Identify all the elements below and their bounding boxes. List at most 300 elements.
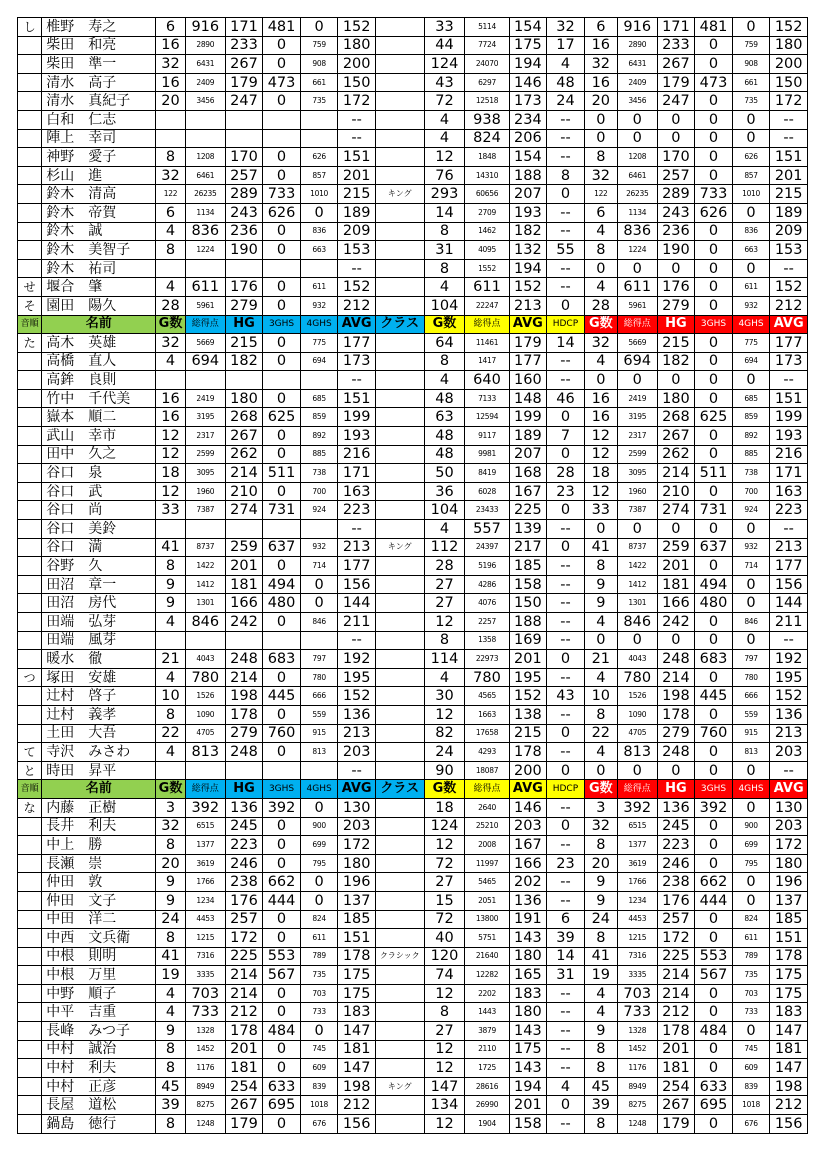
stat-cell: 10 xyxy=(156,687,186,706)
class-cell xyxy=(375,148,424,167)
stat-cell: 175 xyxy=(338,984,376,1003)
stat-cell: 151 xyxy=(770,929,808,948)
stat-cell: 0 xyxy=(617,110,657,129)
header-cell: クラス xyxy=(375,315,424,334)
player-name: 鈴木 祐司 xyxy=(42,259,156,278)
header-cell: 4GHS xyxy=(732,780,770,799)
stat-cell: 44 xyxy=(424,36,465,55)
stat-cell: 183 xyxy=(338,1003,376,1022)
stat-cell: 4565 xyxy=(465,687,509,706)
stat-cell: 625 xyxy=(263,408,301,427)
stat-cell: 511 xyxy=(263,464,301,483)
stat-cell: 0 xyxy=(732,873,770,892)
stat-cell: 8949 xyxy=(185,1077,225,1096)
stat-cell: 1248 xyxy=(617,1115,657,1134)
table-row xyxy=(18,575,808,594)
stat-cell: 104 xyxy=(424,296,465,315)
table-row xyxy=(18,222,808,241)
stat-cell: -- xyxy=(547,575,585,594)
stat-cell: 637 xyxy=(695,538,733,557)
stat-cell: 207 xyxy=(509,445,547,464)
stat-cell: 72 xyxy=(424,854,465,873)
stat-cell xyxy=(156,520,186,539)
stat-cell: 180 xyxy=(657,389,695,408)
stat-cell: 0 xyxy=(263,929,301,948)
stat-cell: 213 xyxy=(338,724,376,743)
stat-cell: 214 xyxy=(657,966,695,985)
class-cell xyxy=(375,464,424,483)
stat-cell: 0 xyxy=(695,36,733,55)
stat-cell: 279 xyxy=(657,724,695,743)
stat-cell: -- xyxy=(338,631,376,650)
stat-cell: -- xyxy=(338,371,376,390)
player-name: 白和 仁志 xyxy=(42,110,156,129)
kana-cell xyxy=(18,984,42,1003)
stat-cell: 9 xyxy=(156,594,186,613)
kana-cell xyxy=(18,966,42,985)
stat-cell: 663 xyxy=(300,241,338,260)
stat-cell: 5961 xyxy=(185,296,225,315)
player-name: 中田 洋二 xyxy=(42,910,156,929)
table-row xyxy=(18,389,808,408)
stat-cell: 19 xyxy=(156,966,186,985)
stat-cell xyxy=(156,110,186,129)
table-row xyxy=(18,1059,808,1078)
stat-cell: 27 xyxy=(424,1022,465,1041)
stat-cell: 274 xyxy=(657,501,695,520)
stat-cell: 233 xyxy=(225,36,263,55)
table-row xyxy=(18,538,808,557)
stat-cell: 0 xyxy=(263,166,301,185)
stat-cell: 172 xyxy=(338,836,376,855)
stat-cell: 0 xyxy=(695,1115,733,1134)
stat-cell: 733 xyxy=(695,185,733,204)
stat-cell: 4 xyxy=(584,668,617,687)
player-name: 中西 文兵衛 xyxy=(42,929,156,948)
kana-cell xyxy=(18,520,42,539)
stat-cell: 1328 xyxy=(617,1022,657,1041)
stat-cell: 203 xyxy=(338,817,376,836)
kana-cell xyxy=(18,389,42,408)
stat-cell: 392 xyxy=(617,798,657,817)
stat-cell: 209 xyxy=(338,222,376,241)
table-row xyxy=(18,520,808,539)
stat-cell: 151 xyxy=(338,148,376,167)
stat-cell: 151 xyxy=(770,148,808,167)
stat-cell: 158 xyxy=(509,575,547,594)
stat-cell: 185 xyxy=(770,910,808,929)
stat-cell: 16 xyxy=(156,73,186,92)
stat-cell: 46 xyxy=(547,389,585,408)
stat-cell: 199 xyxy=(509,408,547,427)
stat-cell: 3095 xyxy=(185,464,225,483)
stat-cell: 703 xyxy=(732,984,770,1003)
stat-cell: 16 xyxy=(156,36,186,55)
stat-cell: 198 xyxy=(657,687,695,706)
stat-cell: 215 xyxy=(657,334,695,353)
stat-cell: 180 xyxy=(770,854,808,873)
stat-cell: 182 xyxy=(509,222,547,241)
kana-cell xyxy=(18,817,42,836)
stat-cell: -- xyxy=(547,203,585,222)
stat-cell: 178 xyxy=(225,705,263,724)
stat-cell: 8 xyxy=(584,1059,617,1078)
stat-cell: 206 xyxy=(509,129,547,148)
stat-cell: 130 xyxy=(338,798,376,817)
stat-cell: 171 xyxy=(770,464,808,483)
stat-cell: 1090 xyxy=(185,705,225,724)
class-cell xyxy=(375,854,424,873)
stat-cell: 885 xyxy=(732,445,770,464)
stat-cell: 39 xyxy=(547,929,585,948)
table-row xyxy=(18,743,808,762)
stat-cell: 6 xyxy=(156,18,186,37)
stat-cell: 172 xyxy=(338,92,376,111)
stat-cell: 6461 xyxy=(185,166,225,185)
stat-cell: 559 xyxy=(300,705,338,724)
table-row xyxy=(18,445,808,464)
header-cell: HG xyxy=(657,315,695,334)
stat-cell: 215 xyxy=(338,185,376,204)
stat-cell: 0 xyxy=(695,520,733,539)
stat-cell: 8 xyxy=(156,241,186,260)
header-name: 名前 xyxy=(42,315,156,334)
player-name: 仲田 文子 xyxy=(42,891,156,910)
header-cell: AVG xyxy=(338,780,376,799)
stat-cell xyxy=(263,761,301,780)
stat-cell: 4 xyxy=(156,222,186,241)
stat-cell: 152 xyxy=(770,687,808,706)
stat-cell: 171 xyxy=(225,18,263,37)
class-cell xyxy=(375,817,424,836)
stat-cell: 0 xyxy=(547,761,585,780)
stat-cell: 731 xyxy=(695,501,733,520)
stat-cell: 694 xyxy=(732,352,770,371)
stat-cell: 5961 xyxy=(617,296,657,315)
stat-cell: 201 xyxy=(770,166,808,185)
stat-cell: 735 xyxy=(300,92,338,111)
stat-cell: 3335 xyxy=(617,966,657,985)
stat-cell: 1215 xyxy=(617,929,657,948)
kana-cell xyxy=(18,557,42,576)
header-cell: 4GHS xyxy=(732,315,770,334)
class-cell xyxy=(375,929,424,948)
stat-cell: 72 xyxy=(424,92,465,111)
kana-cell xyxy=(18,705,42,724)
stat-cell: 22247 xyxy=(465,296,509,315)
player-name: 谷口 尚 xyxy=(42,501,156,520)
stat-cell: 789 xyxy=(300,947,338,966)
stat-cell: 176 xyxy=(657,891,695,910)
stat-cell: 19 xyxy=(584,966,617,985)
stat-cell: 1552 xyxy=(465,259,509,278)
class-cell xyxy=(375,836,424,855)
player-name: 寺沢 みさわ xyxy=(42,743,156,762)
class-cell xyxy=(375,891,424,910)
stat-cell: -- xyxy=(770,110,808,129)
stat-cell: 212 xyxy=(770,1096,808,1115)
header-cell: 総得点 xyxy=(185,315,225,334)
stat-cell: 733 xyxy=(300,1003,338,1022)
player-name: 椎野 寿之 xyxy=(42,18,156,37)
stat-cell: 189 xyxy=(509,427,547,446)
stat-cell: 182 xyxy=(225,352,263,371)
stat-cell: 293 xyxy=(424,185,465,204)
stat-cell: 1301 xyxy=(185,594,225,613)
table-row xyxy=(18,947,808,966)
stat-cell: 0 xyxy=(695,984,733,1003)
stat-cell: 36 xyxy=(424,482,465,501)
kana-cell xyxy=(18,110,42,129)
table-row xyxy=(18,185,808,204)
stat-cell: 198 xyxy=(225,687,263,706)
stat-cell: 201 xyxy=(657,1040,695,1059)
table-row xyxy=(18,408,808,427)
stat-cell: 5196 xyxy=(465,557,509,576)
stat-cell: 201 xyxy=(338,166,376,185)
class-cell xyxy=(375,18,424,37)
table-row xyxy=(18,296,808,315)
stat-cell: 26235 xyxy=(185,185,225,204)
stat-cell: 1377 xyxy=(617,836,657,855)
stat-cell: -- xyxy=(338,110,376,129)
stat-cell: 5751 xyxy=(465,929,509,948)
kana-cell xyxy=(18,687,42,706)
stat-cell: 175 xyxy=(338,966,376,985)
stat-cell: 0 xyxy=(584,631,617,650)
table-row xyxy=(18,464,808,483)
stat-cell: 4453 xyxy=(185,910,225,929)
stat-cell: 0 xyxy=(547,501,585,520)
stat-cell: 0 xyxy=(657,110,695,129)
stat-cell: -- xyxy=(547,129,585,148)
stat-cell: 3619 xyxy=(185,854,225,873)
stat-cell: 39 xyxy=(584,1096,617,1115)
stat-cell: 147 xyxy=(770,1059,808,1078)
stat-cell: 0 xyxy=(263,36,301,55)
stat-cell: 201 xyxy=(657,557,695,576)
column-header-row xyxy=(18,315,808,334)
stat-cell: 180 xyxy=(338,36,376,55)
header-cell: HG xyxy=(225,780,263,799)
stat-cell: 152 xyxy=(338,278,376,297)
stat-cell: 177 xyxy=(509,352,547,371)
stat-cell: 4 xyxy=(156,352,186,371)
stat-cell: 178 xyxy=(225,1022,263,1041)
stat-cell: -- xyxy=(770,371,808,390)
stat-cell: 180 xyxy=(225,389,263,408)
stat-cell: 0 xyxy=(617,520,657,539)
stat-cell: 1224 xyxy=(185,241,225,260)
table-row xyxy=(18,166,808,185)
stat-cell: 199 xyxy=(770,408,808,427)
class-cell xyxy=(375,110,424,129)
stat-cell: 481 xyxy=(263,18,301,37)
stat-cell: 7387 xyxy=(185,501,225,520)
kana-cell xyxy=(18,352,42,371)
stat-cell: 733 xyxy=(732,1003,770,1022)
table-row xyxy=(18,1077,808,1096)
stat-cell: 210 xyxy=(225,482,263,501)
stat-cell: 12 xyxy=(424,1040,465,1059)
stat-cell: 0 xyxy=(732,594,770,613)
stat-cell: 8 xyxy=(156,557,186,576)
stat-cell: 9 xyxy=(156,873,186,892)
header-cell: AVG xyxy=(770,780,808,799)
stat-cell: 0 xyxy=(263,296,301,315)
stat-cell: 154 xyxy=(509,18,547,37)
kana-cell xyxy=(18,185,42,204)
stat-cell: 8 xyxy=(584,557,617,576)
stat-cell: 735 xyxy=(300,966,338,985)
stat-cell xyxy=(300,259,338,278)
stat-cell: 50 xyxy=(424,464,465,483)
class-cell: キング xyxy=(375,185,424,204)
kana-cell: と xyxy=(18,761,42,780)
kana-cell: そ xyxy=(18,296,42,315)
stat-cell xyxy=(300,129,338,148)
kana-cell xyxy=(18,501,42,520)
stat-cell: 0 xyxy=(695,427,733,446)
stat-cell: 1766 xyxy=(185,873,225,892)
stat-cell: 0 xyxy=(732,18,770,37)
stat-cell: 0 xyxy=(263,427,301,446)
stat-cell: 2419 xyxy=(617,389,657,408)
player-name: 堰合 肇 xyxy=(42,278,156,297)
stat-cell: 238 xyxy=(657,873,695,892)
stat-cell: 4 xyxy=(584,222,617,241)
stat-cell xyxy=(185,631,225,650)
player-name: 塚田 安雄 xyxy=(42,668,156,687)
stat-cell: 0 xyxy=(657,371,695,390)
stat-cell: -- xyxy=(547,110,585,129)
stat-cell: 932 xyxy=(300,296,338,315)
stat-cell: 733 xyxy=(185,1003,225,1022)
stat-cell xyxy=(185,129,225,148)
stat-cell: 191 xyxy=(509,910,547,929)
stat-cell: 0 xyxy=(695,352,733,371)
stat-cell: -- xyxy=(547,873,585,892)
column-header-row xyxy=(18,780,808,799)
stat-cell: 0 xyxy=(695,55,733,74)
stat-cell: 201 xyxy=(225,557,263,576)
stat-cell: 134 xyxy=(424,1096,465,1115)
stat-cell: 494 xyxy=(695,575,733,594)
stat-cell: 0 xyxy=(732,520,770,539)
stat-cell: 63 xyxy=(424,408,465,427)
stat-cell: 676 xyxy=(300,1115,338,1134)
stat-cell: 846 xyxy=(300,613,338,632)
stat-cell: 12 xyxy=(424,705,465,724)
stat-cell: 1010 xyxy=(732,185,770,204)
stat-cell: 626 xyxy=(263,203,301,222)
stat-cell: 0 xyxy=(695,743,733,762)
stat-cell: 259 xyxy=(657,538,695,557)
stat-cell: 214 xyxy=(657,984,695,1003)
kana-cell xyxy=(18,1022,42,1041)
stat-cell: -- xyxy=(547,631,585,650)
stat-cell: 611 xyxy=(617,278,657,297)
stat-cell: 268 xyxy=(225,408,263,427)
stat-cell: 267 xyxy=(657,55,695,74)
stat-cell: 0 xyxy=(584,520,617,539)
stat-cell: 12 xyxy=(424,984,465,1003)
class-cell xyxy=(375,73,424,92)
stat-cell: 892 xyxy=(300,427,338,446)
stat-cell: 1301 xyxy=(617,594,657,613)
player-name: 長屋 道松 xyxy=(42,1096,156,1115)
stat-cell: -- xyxy=(547,557,585,576)
stat-cell xyxy=(263,631,301,650)
stat-cell: 214 xyxy=(225,966,263,985)
stat-cell: 9 xyxy=(584,575,617,594)
stat-cell: 4 xyxy=(584,352,617,371)
stat-cell: 15 xyxy=(424,891,465,910)
stat-cell: 214 xyxy=(657,464,695,483)
stat-cell: 900 xyxy=(300,817,338,836)
stat-cell: 195 xyxy=(770,668,808,687)
stat-cell xyxy=(156,631,186,650)
stat-cell: 0 xyxy=(300,18,338,37)
stat-cell: 0 xyxy=(263,668,301,687)
stat-cell: 167 xyxy=(509,482,547,501)
stat-cell: 212 xyxy=(225,1003,263,1022)
table-row xyxy=(18,1022,808,1041)
stat-cell: 199 xyxy=(338,408,376,427)
stat-cell: 0 xyxy=(695,929,733,948)
stat-cell: 703 xyxy=(185,984,225,1003)
stat-cell: 8 xyxy=(424,222,465,241)
stat-cell: -- xyxy=(547,984,585,1003)
stat-cell: 4 xyxy=(156,613,186,632)
kana-cell xyxy=(18,129,42,148)
stat-cell: 20 xyxy=(584,854,617,873)
stat-cell: 733 xyxy=(263,185,301,204)
stat-cell: 908 xyxy=(732,55,770,74)
stat-cell: 259 xyxy=(225,538,263,557)
stat-cell: 214 xyxy=(225,984,263,1003)
stat-cell: 21 xyxy=(156,650,186,669)
stat-cell: 43 xyxy=(547,687,585,706)
stat-cell: 176 xyxy=(657,278,695,297)
stat-cell: 0 xyxy=(547,817,585,836)
stat-cell: 857 xyxy=(732,166,770,185)
player-name: 武山 幸市 xyxy=(42,427,156,446)
stat-cell: 289 xyxy=(657,185,695,204)
table-row xyxy=(18,910,808,929)
stat-cell: 699 xyxy=(732,836,770,855)
stat-cell: 700 xyxy=(732,482,770,501)
stat-cell: 203 xyxy=(770,817,808,836)
stat-cell: 611 xyxy=(300,929,338,948)
stat-cell: 0 xyxy=(584,129,617,148)
stat-cell xyxy=(185,110,225,129)
stat-cell: 1526 xyxy=(617,687,657,706)
table-row xyxy=(18,798,808,817)
class-cell xyxy=(375,650,424,669)
stat-cell: 28 xyxy=(584,296,617,315)
stat-cell: 12 xyxy=(424,1115,465,1134)
stat-cell: 567 xyxy=(695,966,733,985)
stat-cell: 1018 xyxy=(732,1096,770,1115)
stat-cell: 171 xyxy=(657,18,695,37)
header-cell: AVG xyxy=(770,315,808,334)
kana-cell xyxy=(18,36,42,55)
stat-cell: 0 xyxy=(695,613,733,632)
stat-cell: 55 xyxy=(547,241,585,260)
stat-cell: 24 xyxy=(547,92,585,111)
stat-cell: 195 xyxy=(509,668,547,687)
